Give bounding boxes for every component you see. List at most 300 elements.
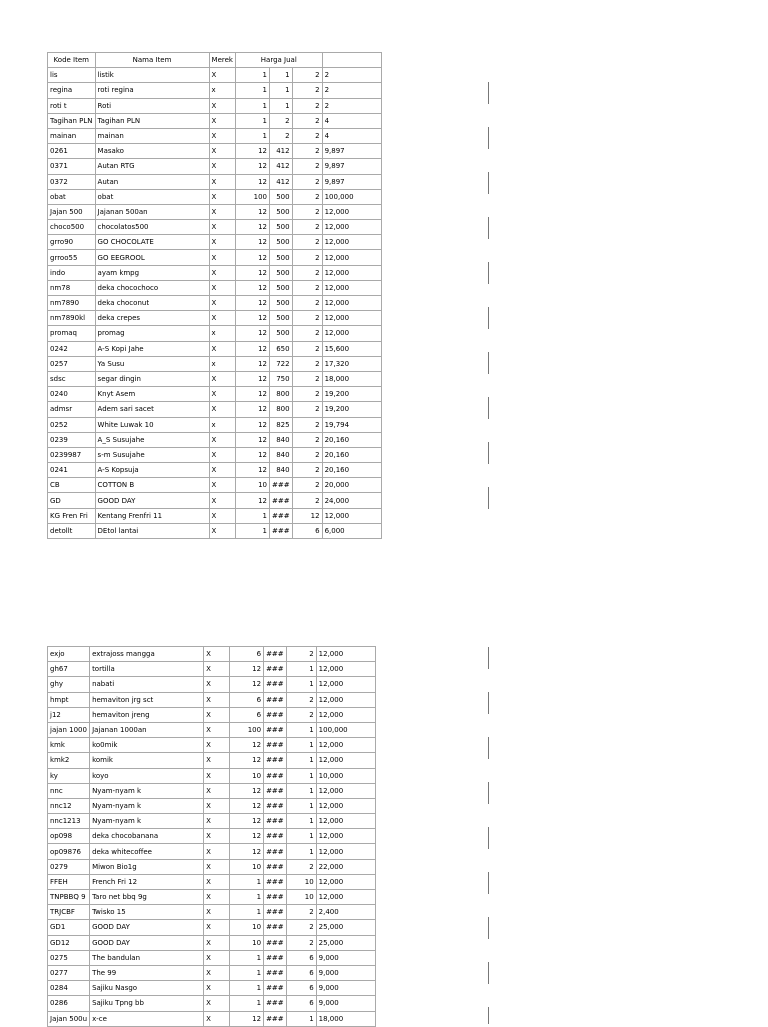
cell-merek: X bbox=[204, 935, 230, 950]
page-break-mark bbox=[488, 82, 489, 104]
cell-harga: ### bbox=[264, 692, 287, 707]
table-row bbox=[48, 98, 382, 113]
cell-harga: ### bbox=[264, 753, 287, 768]
cell-merek: X bbox=[204, 890, 230, 905]
cell-qty: 10 bbox=[230, 859, 264, 874]
cell-jumlah: 2 bbox=[292, 144, 322, 159]
cell-kode-item: kmk2 bbox=[48, 753, 90, 768]
table-row bbox=[48, 508, 382, 523]
cell-kode-item: jajan 1000 bbox=[48, 722, 90, 737]
cell-merek: X bbox=[209, 523, 235, 538]
cell-harga: 1 bbox=[269, 98, 292, 113]
cell-nama-item: The 99 bbox=[90, 965, 204, 980]
cell-qty: 10 bbox=[230, 920, 264, 935]
cell-merek: X bbox=[209, 68, 235, 83]
cell-kode-item: nm78 bbox=[48, 280, 96, 295]
cell-total: 9,897 bbox=[322, 159, 381, 174]
table-row bbox=[48, 905, 376, 920]
cell-merek: x bbox=[209, 326, 235, 341]
cell-kode-item: 0241 bbox=[48, 463, 96, 478]
cell-jumlah: 2 bbox=[292, 341, 322, 356]
cell-qty: 12 bbox=[230, 1011, 264, 1026]
cell-total: 9,000 bbox=[316, 981, 375, 996]
cell-jumlah: 1 bbox=[286, 1011, 316, 1026]
cell-total: 24,000 bbox=[322, 493, 381, 508]
cell-qty: 12 bbox=[235, 417, 269, 432]
cell-merek: X bbox=[209, 128, 235, 143]
cell-total: 22,000 bbox=[316, 859, 375, 874]
cell-kode-item: nnc1213 bbox=[48, 814, 90, 829]
cell-jumlah: 2 bbox=[292, 189, 322, 204]
cell-nama-item: deka choconut bbox=[95, 296, 209, 311]
cell-jumlah: 2 bbox=[286, 859, 316, 874]
cell-qty: 12 bbox=[235, 463, 269, 478]
cell-kode-item: Jajan 500u bbox=[48, 1011, 90, 1026]
table-row bbox=[48, 753, 376, 768]
cell-jumlah: 2 bbox=[286, 647, 316, 662]
cell-jumlah: 2 bbox=[292, 98, 322, 113]
cell-kode-item: 0372 bbox=[48, 174, 96, 189]
cell-kode-item: Tagihan PLN bbox=[48, 113, 96, 128]
cell-nama-item: deka whitecoffee bbox=[90, 844, 204, 859]
cell-qty: 1 bbox=[230, 996, 264, 1011]
cell-harga: 750 bbox=[269, 371, 292, 386]
cell-total: 12,000 bbox=[316, 692, 375, 707]
cell-jumlah: 1 bbox=[286, 662, 316, 677]
cell-total: 12,000 bbox=[322, 280, 381, 295]
cell-harga: 650 bbox=[269, 341, 292, 356]
cell-jumlah: 6 bbox=[286, 996, 316, 1011]
cell-jumlah: 2 bbox=[292, 113, 322, 128]
table-row bbox=[48, 996, 376, 1011]
cell-total: 15,600 bbox=[322, 341, 381, 356]
cell-kode-item: exjo bbox=[48, 647, 90, 662]
page-break-mark bbox=[488, 172, 489, 194]
cell-nama-item: tortilla bbox=[90, 662, 204, 677]
cell-jumlah: 2 bbox=[292, 235, 322, 250]
cell-jumlah: 1 bbox=[286, 722, 316, 737]
table-row bbox=[48, 68, 382, 83]
cell-merek: X bbox=[204, 662, 230, 677]
cell-nama-item: segar dingin bbox=[95, 371, 209, 386]
table-row bbox=[48, 829, 376, 844]
table-row bbox=[48, 204, 382, 219]
cell-jumlah: 6 bbox=[286, 981, 316, 996]
cell-nama-item: COTTON B bbox=[95, 478, 209, 493]
table-row bbox=[48, 798, 376, 813]
cell-kode-item: admsr bbox=[48, 402, 96, 417]
cell-nama-item: Roti bbox=[95, 98, 209, 113]
cell-qty: 6 bbox=[230, 707, 264, 722]
cell-qty: 1 bbox=[235, 113, 269, 128]
cell-qty: 1 bbox=[230, 905, 264, 920]
cell-merek: X bbox=[204, 692, 230, 707]
cell-qty: 12 bbox=[230, 738, 264, 753]
cell-qty: 12 bbox=[230, 844, 264, 859]
cell-merek: X bbox=[204, 738, 230, 753]
cell-harga: ### bbox=[264, 981, 287, 996]
cell-qty: 100 bbox=[235, 189, 269, 204]
cell-merek: X bbox=[204, 996, 230, 1011]
cell-kode-item: TRJCBF bbox=[48, 905, 90, 920]
cell-nama-item: deka crepes bbox=[95, 311, 209, 326]
table-row bbox=[48, 326, 382, 341]
cell-jumlah: 2 bbox=[292, 447, 322, 462]
cell-qty: 12 bbox=[235, 159, 269, 174]
cell-kode-item: 0277 bbox=[48, 965, 90, 980]
page-break-mark bbox=[488, 307, 489, 329]
table-row bbox=[48, 478, 382, 493]
cell-harga: 800 bbox=[269, 402, 292, 417]
cell-nama-item: Sajiku Nasgo bbox=[90, 981, 204, 996]
cell-total: 12,000 bbox=[316, 874, 375, 889]
cell-qty: 12 bbox=[230, 753, 264, 768]
cell-qty: 12 bbox=[230, 662, 264, 677]
cell-merek: X bbox=[209, 174, 235, 189]
cell-jumlah: 2 bbox=[286, 905, 316, 920]
cell-jumlah: 2 bbox=[292, 493, 322, 508]
cell-merek: X bbox=[204, 920, 230, 935]
cell-jumlah: 1 bbox=[286, 753, 316, 768]
cell-total: 25,000 bbox=[316, 920, 375, 935]
cell-jumlah: 1 bbox=[286, 814, 316, 829]
cell-harga: ### bbox=[264, 935, 287, 950]
cell-kode-item: ky bbox=[48, 768, 90, 783]
cell-kode-item: nnc bbox=[48, 783, 90, 798]
cell-kode-item: ghy bbox=[48, 677, 90, 692]
cell-qty: 1 bbox=[235, 523, 269, 538]
cell-harga: 500 bbox=[269, 280, 292, 295]
cell-jumlah: 2 bbox=[292, 463, 322, 478]
cell-qty: 1 bbox=[230, 950, 264, 965]
table-row bbox=[48, 692, 376, 707]
cell-qty: 12 bbox=[235, 447, 269, 462]
cell-qty: 1 bbox=[235, 128, 269, 143]
cell-kode-item: 0275 bbox=[48, 950, 90, 965]
cell-kode-item: 0286 bbox=[48, 996, 90, 1011]
cell-total: 12,000 bbox=[316, 844, 375, 859]
cell-jumlah: 1 bbox=[286, 738, 316, 753]
cell-harga: ### bbox=[264, 829, 287, 844]
cell-total: 12,000 bbox=[322, 508, 381, 523]
table-row bbox=[48, 311, 382, 326]
page-break-mark bbox=[488, 962, 489, 984]
cell-merek: X bbox=[204, 874, 230, 889]
cell-harga: 500 bbox=[269, 220, 292, 235]
cell-jumlah: 2 bbox=[292, 265, 322, 280]
cell-jumlah: 2 bbox=[292, 159, 322, 174]
cell-jumlah: 6 bbox=[292, 523, 322, 538]
cell-nama-item: GO CHOCOLATE bbox=[95, 235, 209, 250]
cell-merek: X bbox=[204, 647, 230, 662]
cell-harga: 1 bbox=[269, 83, 292, 98]
cell-total: 12,000 bbox=[316, 707, 375, 722]
page-break-mark bbox=[488, 737, 489, 759]
cell-harga: ### bbox=[264, 874, 287, 889]
cell-harga: ### bbox=[269, 478, 292, 493]
cell-nama-item: GO EEGROOL bbox=[95, 250, 209, 265]
table-row bbox=[48, 417, 382, 432]
cell-nama-item: deka chocochoco bbox=[95, 280, 209, 295]
cell-total: 12,000 bbox=[322, 204, 381, 219]
cell-harga: ### bbox=[264, 996, 287, 1011]
cell-merek: X bbox=[204, 844, 230, 859]
cell-nama-item: A-S Kopsuja bbox=[95, 463, 209, 478]
table-row bbox=[48, 113, 382, 128]
cell-nama-item: roti regina bbox=[95, 83, 209, 98]
table-header-row bbox=[48, 53, 382, 68]
cell-harga: 412 bbox=[269, 159, 292, 174]
cell-qty: 12 bbox=[235, 204, 269, 219]
cell-jumlah: 6 bbox=[286, 965, 316, 980]
cell-qty: 1 bbox=[230, 965, 264, 980]
cell-total: 17,320 bbox=[322, 356, 381, 371]
table-row bbox=[48, 707, 376, 722]
table-row bbox=[48, 447, 382, 462]
cell-total: 2 bbox=[322, 68, 381, 83]
cell-merek: X bbox=[209, 371, 235, 386]
cell-qty: 12 bbox=[235, 174, 269, 189]
cell-harga: 840 bbox=[269, 463, 292, 478]
table-row bbox=[48, 296, 382, 311]
cell-jumlah: 10 bbox=[286, 890, 316, 905]
cell-jumlah: 2 bbox=[292, 387, 322, 402]
cell-kode-item: j12 bbox=[48, 707, 90, 722]
table-row bbox=[48, 463, 382, 478]
cell-nama-item: Jajanan 500an bbox=[95, 204, 209, 219]
cell-merek: x bbox=[209, 417, 235, 432]
cell-total: 12,000 bbox=[316, 829, 375, 844]
cell-total: 12,000 bbox=[316, 890, 375, 905]
cell-total: 20,160 bbox=[322, 463, 381, 478]
table-row bbox=[48, 738, 376, 753]
cell-kode-item: nm7890kl bbox=[48, 311, 96, 326]
cell-kode-item: 0240 bbox=[48, 387, 96, 402]
cell-qty: 10 bbox=[230, 935, 264, 950]
cell-total: 2 bbox=[322, 98, 381, 113]
cell-qty: 12 bbox=[235, 493, 269, 508]
page-break-mark bbox=[488, 827, 489, 849]
cell-kode-item: indo bbox=[48, 265, 96, 280]
cell-kode-item: kmk bbox=[48, 738, 90, 753]
cell-qty: 12 bbox=[230, 783, 264, 798]
cell-total: 100,000 bbox=[316, 722, 375, 737]
cell-jumlah: 2 bbox=[292, 250, 322, 265]
cell-kode-item: 0284 bbox=[48, 981, 90, 996]
cell-nama-item: Masako bbox=[95, 144, 209, 159]
cell-total: 4 bbox=[322, 113, 381, 128]
cell-harga: ### bbox=[264, 965, 287, 980]
cell-qty: 12 bbox=[235, 341, 269, 356]
cell-total: 19,200 bbox=[322, 402, 381, 417]
cell-harga: ### bbox=[264, 905, 287, 920]
cell-harga: ### bbox=[269, 493, 292, 508]
item-table-2 bbox=[47, 646, 376, 1027]
cell-total: 12,000 bbox=[316, 738, 375, 753]
table-row bbox=[48, 265, 382, 280]
cell-harga: 500 bbox=[269, 250, 292, 265]
cell-jumlah: 2 bbox=[292, 280, 322, 295]
cell-qty: 6 bbox=[230, 647, 264, 662]
cell-jumlah: 1 bbox=[286, 844, 316, 859]
cell-total: 12,000 bbox=[316, 798, 375, 813]
cell-nama-item: Taro net bbq 9g bbox=[90, 890, 204, 905]
page-break-mark bbox=[488, 782, 489, 804]
page-break-mark bbox=[488, 872, 489, 894]
cell-jumlah: 10 bbox=[286, 874, 316, 889]
cell-qty: 12 bbox=[235, 280, 269, 295]
cell-kode-item: detollt bbox=[48, 523, 96, 538]
cell-total: 9,897 bbox=[322, 174, 381, 189]
cell-total: 12,000 bbox=[316, 677, 375, 692]
cell-jumlah: 2 bbox=[292, 204, 322, 219]
cell-kode-item: gh67 bbox=[48, 662, 90, 677]
cell-harga: 840 bbox=[269, 447, 292, 462]
table-row bbox=[48, 935, 376, 950]
cell-harga: ### bbox=[264, 722, 287, 737]
cell-harga: 500 bbox=[269, 189, 292, 204]
cell-harga: 1 bbox=[269, 68, 292, 83]
cell-nama-item: White Luwak 10 bbox=[95, 417, 209, 432]
cell-jumlah: 6 bbox=[286, 950, 316, 965]
table-row bbox=[48, 159, 382, 174]
cell-merek: X bbox=[209, 463, 235, 478]
header-nama-item: Nama Item bbox=[95, 53, 209, 68]
cell-merek: X bbox=[209, 402, 235, 417]
cell-nama-item: promag bbox=[95, 326, 209, 341]
cell-nama-item: listik bbox=[95, 68, 209, 83]
cell-nama-item: Knyt Asem bbox=[95, 387, 209, 402]
cell-jumlah: 2 bbox=[286, 920, 316, 935]
table-row bbox=[48, 387, 382, 402]
cell-nama-item: hemaviton jreng bbox=[90, 707, 204, 722]
cell-nama-item: Tagihan PLN bbox=[95, 113, 209, 128]
cell-qty: 1 bbox=[230, 981, 264, 996]
cell-harga: 825 bbox=[269, 417, 292, 432]
table-row bbox=[48, 523, 382, 538]
cell-kode-item: mainan bbox=[48, 128, 96, 143]
table-row bbox=[48, 981, 376, 996]
cell-harga: ### bbox=[264, 707, 287, 722]
table-row bbox=[48, 189, 382, 204]
cell-nama-item: Nyam-nyam k bbox=[90, 814, 204, 829]
cell-total: 100,000 bbox=[322, 189, 381, 204]
cell-kode-item: 0261 bbox=[48, 144, 96, 159]
cell-harga: ### bbox=[264, 738, 287, 753]
cell-qty: 12 bbox=[235, 432, 269, 447]
cell-kode-item: regina bbox=[48, 83, 96, 98]
cell-merek: X bbox=[209, 204, 235, 219]
table-row bbox=[48, 890, 376, 905]
cell-kode-item: 0371 bbox=[48, 159, 96, 174]
cell-nama-item: ko0mik bbox=[90, 738, 204, 753]
cell-jumlah: 2 bbox=[292, 128, 322, 143]
table-row bbox=[48, 235, 382, 250]
cell-merek: X bbox=[209, 280, 235, 295]
cell-qty: 12 bbox=[230, 798, 264, 813]
cell-kode-item: KG Fren Fri bbox=[48, 508, 96, 523]
cell-total: 20,160 bbox=[322, 432, 381, 447]
cell-harga: 500 bbox=[269, 326, 292, 341]
cell-total: 20,000 bbox=[322, 478, 381, 493]
cell-merek: X bbox=[204, 783, 230, 798]
cell-jumlah: 2 bbox=[292, 402, 322, 417]
cell-total: 19,200 bbox=[322, 387, 381, 402]
page-break-mark bbox=[488, 127, 489, 149]
cell-harga: 500 bbox=[269, 235, 292, 250]
table-row bbox=[48, 965, 376, 980]
table-row bbox=[48, 174, 382, 189]
table-row bbox=[48, 859, 376, 874]
cell-total: 9,897 bbox=[322, 144, 381, 159]
cell-harga: ### bbox=[264, 662, 287, 677]
cell-merek: X bbox=[204, 677, 230, 692]
cell-qty: 1 bbox=[235, 83, 269, 98]
cell-harga: 2 bbox=[269, 113, 292, 128]
table-row bbox=[48, 432, 382, 447]
cell-total: 12,000 bbox=[316, 662, 375, 677]
cell-kode-item: choco500 bbox=[48, 220, 96, 235]
cell-nama-item: koyo bbox=[90, 768, 204, 783]
cell-harga: ### bbox=[264, 677, 287, 692]
cell-kode-item: GD bbox=[48, 493, 96, 508]
cell-kode-item: 0239 bbox=[48, 432, 96, 447]
cell-nama-item: Ya Susu bbox=[95, 356, 209, 371]
table-row bbox=[48, 493, 382, 508]
cell-total: 12,000 bbox=[322, 326, 381, 341]
cell-merek: X bbox=[204, 859, 230, 874]
cell-nama-item: Nyam-nyam k bbox=[90, 798, 204, 813]
cell-total: 9,000 bbox=[316, 965, 375, 980]
cell-kode-item: 0257 bbox=[48, 356, 96, 371]
cell-total: 12,000 bbox=[322, 296, 381, 311]
table-row bbox=[48, 844, 376, 859]
cell-merek: X bbox=[209, 220, 235, 235]
cell-kode-item: 0242 bbox=[48, 341, 96, 356]
cell-merek: X bbox=[204, 950, 230, 965]
cell-kode-item: 0239987 bbox=[48, 447, 96, 462]
cell-harga: 2 bbox=[269, 128, 292, 143]
cell-total: 10,000 bbox=[316, 768, 375, 783]
cell-qty: 12 bbox=[235, 220, 269, 235]
cell-jumlah: 2 bbox=[286, 692, 316, 707]
cell-harga: ### bbox=[269, 508, 292, 523]
cell-merek: X bbox=[209, 311, 235, 326]
cell-qty: 1 bbox=[235, 98, 269, 113]
cell-harga: ### bbox=[264, 783, 287, 798]
header-merek: Merek bbox=[209, 53, 235, 68]
cell-jumlah: 1 bbox=[286, 768, 316, 783]
cell-merek: X bbox=[209, 144, 235, 159]
cell-total: 12,000 bbox=[316, 783, 375, 798]
cell-merek: X bbox=[209, 296, 235, 311]
cell-merek: X bbox=[209, 341, 235, 356]
cell-merek: x bbox=[209, 83, 235, 98]
cell-nama-item: x-ce bbox=[90, 1011, 204, 1026]
cell-total: 12,000 bbox=[322, 311, 381, 326]
cell-jumlah: 1 bbox=[286, 677, 316, 692]
page-break-mark bbox=[488, 487, 489, 509]
cell-nama-item: GOOD DAY bbox=[90, 920, 204, 935]
cell-total: 18,000 bbox=[316, 1011, 375, 1026]
cell-merek: X bbox=[209, 387, 235, 402]
cell-total: 12,000 bbox=[316, 753, 375, 768]
cell-jumlah: 2 bbox=[292, 478, 322, 493]
cell-qty: 1 bbox=[235, 68, 269, 83]
header-blank bbox=[322, 53, 381, 68]
cell-qty: 10 bbox=[235, 478, 269, 493]
cell-kode-item: 0252 bbox=[48, 417, 96, 432]
